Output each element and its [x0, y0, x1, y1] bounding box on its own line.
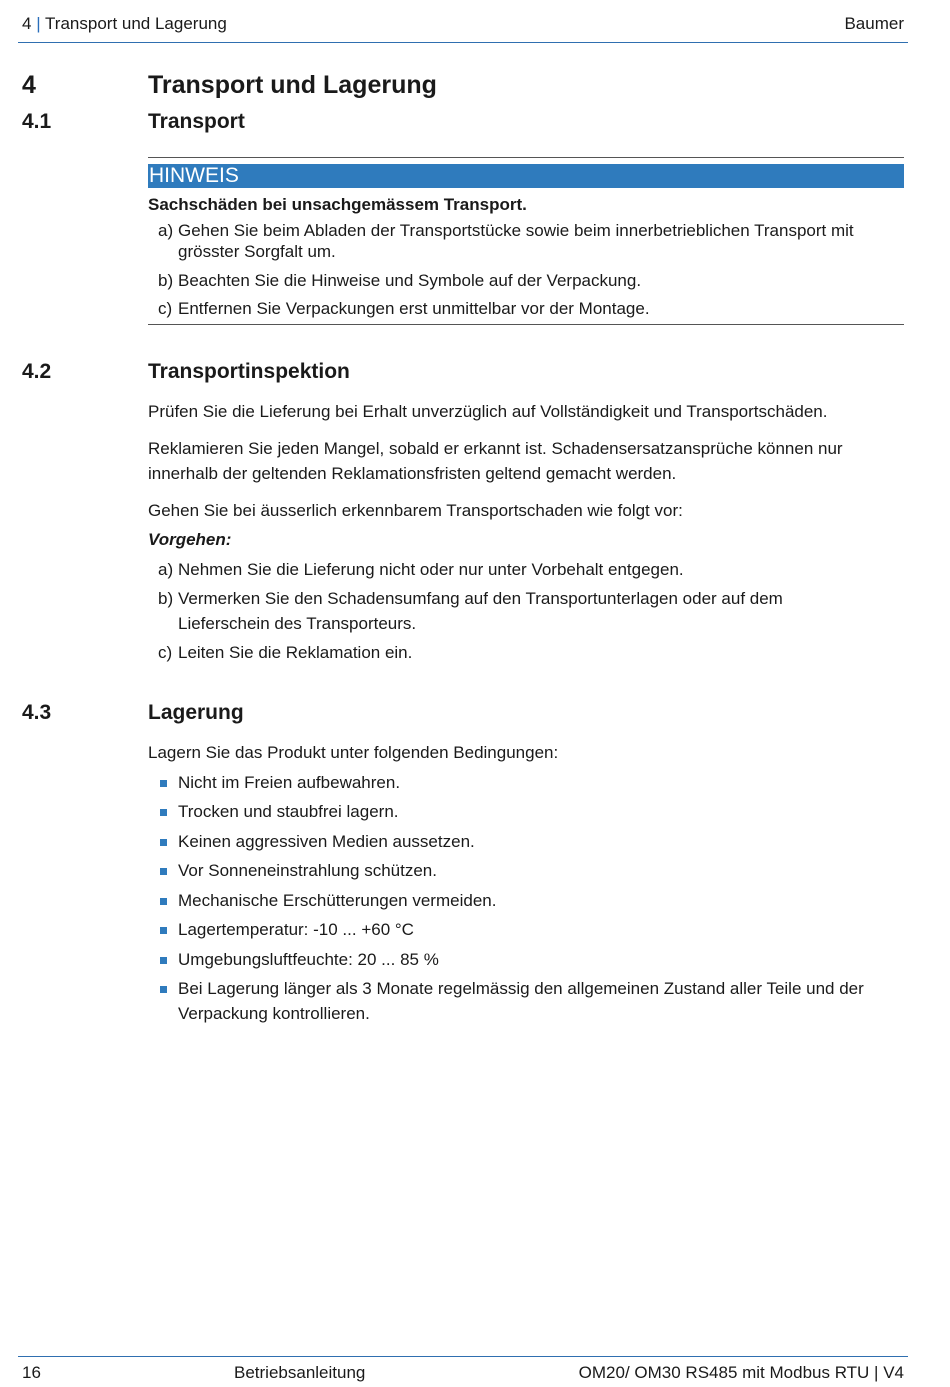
procedure-step	[158, 640, 903, 665]
footer-rule	[18, 1356, 908, 1357]
square-bullet-icon	[160, 898, 167, 905]
footer-doc-type: Betriebsanleitung	[234, 1363, 366, 1382]
paragraph: Prüfen Sie die Lieferung bei Erhalt unverzüglich auf Vollständigkeit und Transportschäden.	[148, 402, 828, 421]
header-brand: Baumer	[844, 14, 904, 33]
section-number-4-2: 4.2	[22, 360, 52, 383]
section-title-lagerung: Lagerung	[148, 701, 244, 724]
square-bullet-icon	[160, 839, 167, 846]
paragraph: Gehen Sie bei äusserlich erkennbarem Transportschaden wie folgt vor:	[148, 501, 683, 520]
section-number-4-1: 4.1	[22, 110, 52, 133]
header-chapter-title: Transport und Lagerung	[45, 14, 227, 33]
footer-product: OM20/ OM30 RS485 mit Modbus RTU | V4	[578, 1363, 904, 1382]
paragraph: Reklamieren Sie jeden Mangel, sobald er erkannt ist. Schadensersatzansprüche können nur innerhalb der geltenden Reklamationsfristen geltend gemacht werden.	[148, 439, 843, 483]
notice-item-text: Beachten Sie die Hinweise und Symbole auf der Verpackung.	[178, 271, 642, 290]
notice-heading: Sachschäden bei unsachgemässem Transport.	[148, 195, 527, 214]
list-item-text: Umgebungsluftfeuchte: 20 ... 85 %	[178, 950, 439, 969]
running-header-chapter	[22, 14, 227, 34]
notice-item-marker: a)	[158, 221, 174, 240]
step-text: Nehmen Sie die Lieferung nicht oder nur unter Vorbehalt entgegen.	[178, 560, 684, 579]
list-item-text: Mechanische Erschütterungen vermeiden.	[178, 891, 497, 910]
list-item	[158, 799, 903, 824]
list-item	[158, 888, 903, 913]
step-text: Vermerken Sie den Schadensumfang auf den Transportunterlagen oder auf dem Lieferschein des Transporteurs.	[178, 589, 783, 633]
notice-item-text: Gehen Sie beim Abladen der Transportstücke sowie beim innerbetrieblichen Transport mit grösster Sorgfalt um.	[178, 221, 854, 261]
list-item-text: Lagertemperatur: -10 ... +60 °C	[178, 920, 414, 939]
notice-label: HINWEIS	[149, 164, 239, 187]
notice-top-rule	[148, 157, 904, 158]
list-item	[158, 770, 903, 795]
step-marker: a)	[158, 560, 174, 579]
notice-item-text: Entfernen Sie Verpackungen erst unmittelbar vor der Montage.	[178, 299, 650, 318]
header-separator: |	[36, 14, 41, 33]
header-chapter-number: 4	[22, 14, 32, 33]
procedure-step	[158, 557, 903, 582]
list-item-text: Nicht im Freien aufbewahren.	[178, 773, 401, 792]
page-number: 16	[22, 1363, 41, 1382]
paragraph: Lagern Sie das Produkt unter folgenden Bedingungen:	[148, 743, 559, 762]
header-rule	[18, 42, 908, 43]
notice-item	[158, 296, 903, 321]
notice-bottom-rule	[148, 324, 904, 325]
step-marker: c)	[158, 643, 173, 662]
list-item-text: Bei Lagerung länger als 3 Monate regelmässig den allgemeinen Zustand aller Teile und der Verpackung kontrollieren.	[178, 979, 864, 1023]
notice-item-marker: b)	[158, 271, 174, 290]
square-bullet-icon	[160, 780, 167, 787]
list-item-text: Vor Sonneneinstrahlung schützen.	[178, 861, 437, 880]
procedure-label: Vorgehen:	[148, 530, 232, 549]
step-text: Leiten Sie die Reklamation ein.	[178, 643, 413, 662]
list-item	[158, 947, 903, 972]
chapter-number: 4	[22, 71, 36, 99]
chapter-title: Transport und Lagerung	[148, 71, 437, 99]
square-bullet-icon	[160, 927, 167, 934]
list-item-text: Trocken und staubfrei lagern.	[178, 802, 399, 821]
notice-label-bar	[148, 164, 904, 188]
notice-item	[158, 220, 903, 262]
list-item	[158, 917, 903, 942]
square-bullet-icon	[160, 986, 167, 993]
square-bullet-icon	[160, 957, 167, 964]
square-bullet-icon	[160, 809, 167, 816]
list-item	[158, 829, 903, 854]
section-title-transportinspektion: Transportinspektion	[148, 360, 350, 383]
notice-item	[158, 268, 903, 293]
list-item	[158, 976, 903, 1026]
list-item	[158, 858, 903, 883]
section-title-transport: Transport	[148, 110, 245, 133]
list-item-text: Keinen aggressiven Medien aussetzen.	[178, 832, 475, 851]
square-bullet-icon	[160, 868, 167, 875]
step-marker: b)	[158, 589, 174, 608]
notice-item-marker: c)	[158, 299, 173, 318]
section-number-4-3: 4.3	[22, 701, 52, 724]
procedure-step	[158, 586, 870, 636]
